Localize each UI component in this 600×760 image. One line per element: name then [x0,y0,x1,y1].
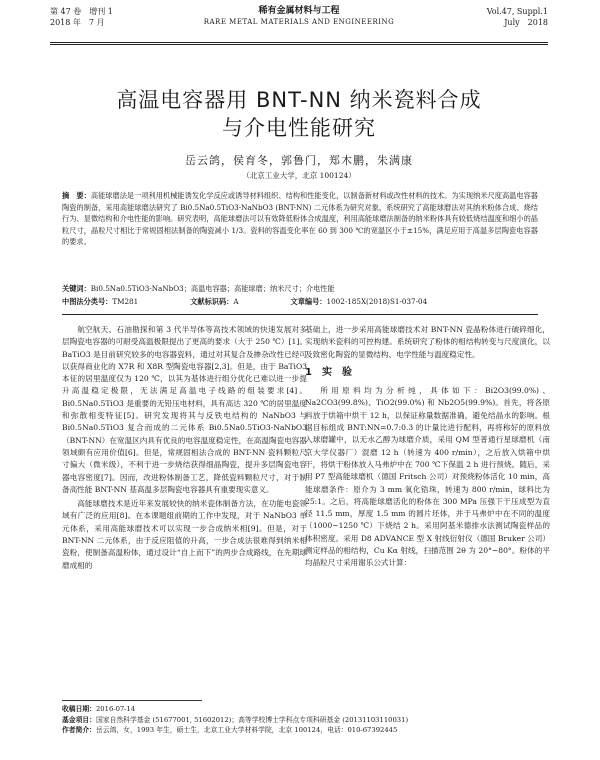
clc-number: 中图法分类号：TM281 [62,297,139,306]
paper-title-line2: 与介电性能研究 [222,116,376,140]
date-en: July 2018 [504,18,548,27]
footnote-funding: 基金项目：国家自然科学基金 (51677001, 51602012)；高等学校博士学科点专项科研基金 (20131103110031) [62,715,409,724]
footnotes [62,704,548,736]
header-right [487,6,548,28]
journal-name-cn: 稀有金属材料与工程 [258,6,340,16]
body-paragraph: 所用原料均为分析纯，具体如下：Bi2O3(99.0%)、Na2CO3(99.8%)、TiO2(99.0%) 和 Nb2O5(99.9%)。首先，将各原料放于烘箱中烘干 12 h，以保证称量数据准确，避免结晶水的影响。根据目标组成 BNT:NN=0.7:0.3 的计量比进行配料，再将称好的原料放入球磨罐中，以无水乙醇为球磨介质，采用 QM 型普通行星球磨机（南京大学仪器厂）混磨 12 h（转速为 400 r/min），之后放入烘箱中烘干，将烘干粉体放入马弗炉中在 700 ℃下保温 2 h 进行预烧。随后，采用 P7 型高能球磨机（德国 Fritsch 公司）对预烧粉体活化 10 min，高能球磨条件：原介为 3 mm 氧化锆珠，转速为 800 r/min，球料比为 25:1。之后，将高能球磨活化的粉体在 300 MPa 压强下干压成型为直径 11.5 mm，厚度 1.5 mm 的圆片坯体，并于马弗炉中在不同的温度（1000~1250 ℃）下烧结 2 h。采用阿基米德排水法测试陶瓷样品的体积密度。采用 D8 ADVANCE 型 X 射线衍射仪（德国 Bruker 公司）测定样品的相结构，Cu Kα 射线，扫描范围 2θ 为 20°~80°。粉体的平均晶粒尺寸采用谢乐公式计算： [305,386,550,568]
keywords-label: 关键词： [62,284,91,293]
footnote-author: 作者简介：岳云鸽，女，1993 年生，硕士生，北京工业大学材料学院，北京 100124，电话：010-67392445 [62,726,398,734]
abstract [62,190,538,248]
volume-cn: 第 47 卷 增刊 1 [50,7,113,16]
abstract-label: 摘 要： [62,191,91,200]
date-cn: 2018 年 7 月 [50,18,105,27]
section-heading: 1 实 验 [305,366,352,378]
footnote-rule [62,700,202,701]
header-center [50,6,548,28]
document-code: 文献标识码：A [190,297,239,306]
article-number: 文章编号：1002-185X(2018)S1-037-04 [290,297,428,306]
body-paragraph: 航空航天、石油勘探和第 3 代半导体等高技术领域的快速发展对多层陶瓷电容器的可耐受高温极限提出了更高的要求（大于 250 ℃）[1]。BaTiO3 是目前研究较多的电容器瓷料，通过对其复合及掺杂改性已经可以获得商业化的 X7R 和 X8R 型陶瓷电容器[2,3]。但是，由于 BaTiO3 本征的居里温度仅为 120 ℃，以其为基体进行组分优化已难以进一步提升高温稳定极限，无法满足高温电子线路的组装要求[4]。Bi0.5Na0.5TiO3 是重要的无铅压电材料，具有高达 320 ℃的居里温度和弥散相变特征[5]。研究发现将其与反铁电结构的 NaNbO3 与 Bi0.5Na0.5TiO3 复合而成的二元体系 Bi0.5Na0.5TiO3-NaNbO3（BNT-NN）在宽温区内具有优良的电容温度稳定性，在高温陶瓷电容器领域颇有应用价值[6]。但是，常规固相法合成的 BNT-NN 瓷料颗粒尺寸偏大（微米级），不利于进一步烧结获得细晶陶瓷，提升多层陶瓷电容器电容密度[7]。因而，改进粉体制备工艺，降低瓷料颗粒尺寸，对于制备高性能 BNT-NN 基高温多层陶瓷电容器具有重要现实意义。 [62,325,307,494]
volume-en: Vol.47, Suppl.1 [486,7,548,16]
classification-line [62,297,538,307]
body-paragraph: 基础上，进一步采用高能球磨技术对 BNT-NN 瓷晶粉体进行破碎细化，实现纳米瓷料的可控构建。系统研究了粉体的相结构转变与尺度演化，以及致密化陶瓷的显微结构、电学性能与温度稳定性。 [305,325,550,359]
abstract-text: 高能球磨法是一项利用机械能诱发化学反应或诱导材料组织、结构和性能变化，以制备新材料或改性材料的技术。为实现纳米尺度高温电容器陶瓷的制备，采用高能球磨法研究了 Bi0.5Na0.5TiO3-NaNbO3 (BNT-NN) 二元体系为研究对象，系统研究了高能球磨法对其纳米粉体合成、烧结行为、显微结构和介电性能的影响。研究表明，高能球磨法可以有效降低粉体合成温度，利用高能球磨法制备的纳米粉体具有较低烧结温度和细小的晶粒尺寸，晶粒尺寸相比于常规固相法制备的陶瓷减小 1/3。瓷料的容温变化率在 60 到 300 ℃的宽温区小于±15%，满足应用于高温多层陶瓷电容器的要求。 [62,191,538,247]
author-list: 岳云鸽，侯育冬，郭鲁门，郑木鹏，朱满康 [185,154,413,167]
running-header [50,4,548,40]
journal-name-en: RARE METAL MATERIALS AND ENGINEERING [203,18,395,26]
body-column-left [62,324,307,574]
header-rule-thin [50,44,548,45]
paper-title-line1: 高温电容器用 BNT-NN 纳米瓷料合成 [116,88,482,112]
footnote-received: 收稿日期：2016-07-14 [62,705,136,713]
body-paragraph: 高能球磨技术是近年来发展较快的纳米瓷体制备方法，在功能电瓷领域有广泛的应用[8]。在本课题组前期的工作中发现，对于 NaNbO3 单元体系，采用高能球磨技术可以实现一步合成纳米相[9]。但是，对于 BNT-NN 二元体系，由于反应阻值的升高，一步合成法很难得到纳米相瓷粉，使制备高温粉体，通过设计“自上而下”的两步合成路线，在先期球磨成相的 [62,499,307,570]
body-column-right [305,324,550,572]
affiliation: （北京工业大学，北京 100124） [242,171,356,180]
header-rule [50,42,548,43]
abstract-rule [62,314,538,315]
keywords [62,283,538,295]
keywords-text: Bi0.5Na0.5TiO3-NaNbO3；高温电容器；高能球磨；纳米尺寸；介电性能 [90,284,335,293]
